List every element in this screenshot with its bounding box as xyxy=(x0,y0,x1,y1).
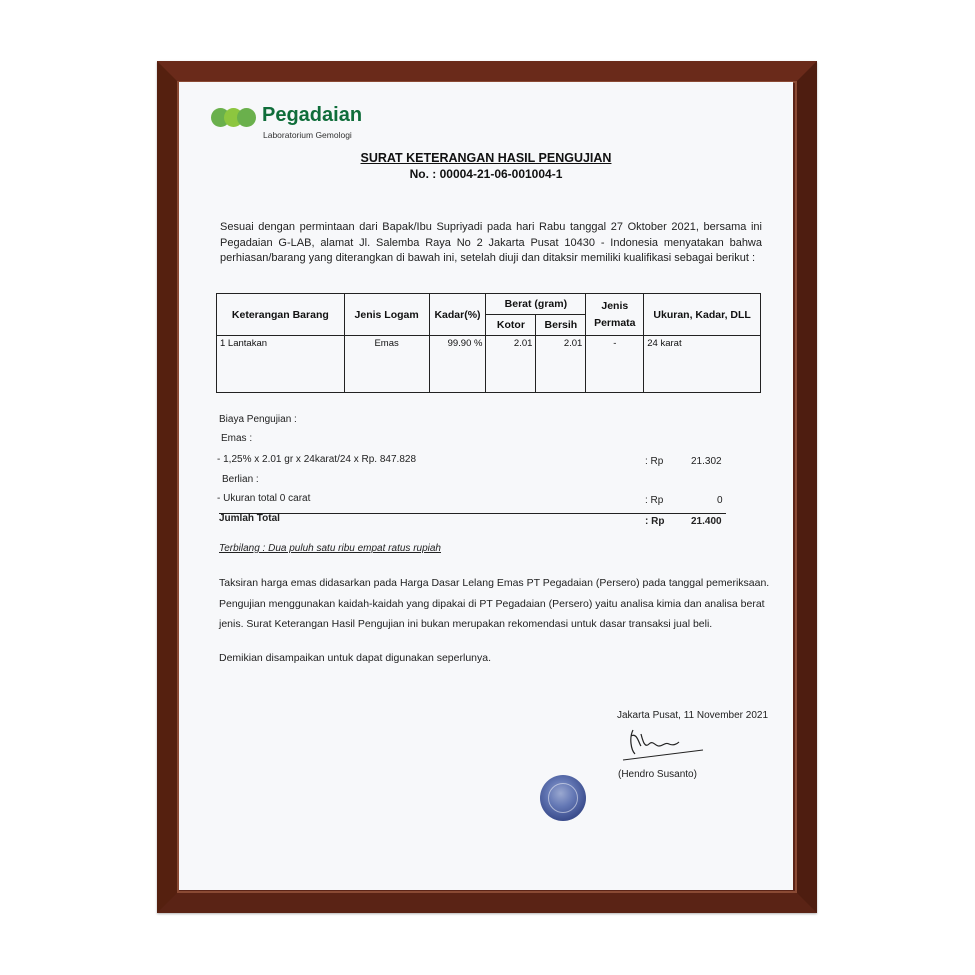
total-rp: : Rp xyxy=(645,516,665,527)
certificate-paper xyxy=(179,82,793,890)
logo-name: Pegadaian xyxy=(262,104,363,126)
logo-subtitle: Laboratorium Gemologi xyxy=(263,130,352,140)
note-line-2: Pengujian menggunakan kaidah-kaidah yang dipakai di PT Pegadaian (Persero) yaitu analisa kimia dan analisa berat xyxy=(219,598,765,610)
cell-kotor: 2.01 xyxy=(486,336,536,393)
document-number: No. : 00004-21-06-001004-1 xyxy=(409,167,563,181)
document-title: SURAT KETERANGAN HASIL PENGUJIAN xyxy=(360,151,612,165)
emas-amount: 21.302 xyxy=(691,456,722,467)
header-bersih: Bersih xyxy=(536,315,586,336)
cell-ukuran: 24 karat xyxy=(644,336,761,393)
emas-detail: - 1,25% x 2.01 gr x 24karat/24 x Rp. 847.828 xyxy=(217,454,417,465)
header-jenis-logam: Jenis Logam xyxy=(344,294,429,336)
logo-circles-icon xyxy=(211,108,259,128)
header-berat: Berat (gram) xyxy=(486,294,586,315)
header-jenis-permata-line2: Permata xyxy=(594,317,636,329)
signatory-name: (Hendro Susanto) xyxy=(618,769,697,780)
signature-icon xyxy=(619,724,709,764)
items-table xyxy=(216,293,761,393)
cell-jenis-logam: Emas xyxy=(344,336,429,393)
cell-keterangan: 1 Lantakan xyxy=(217,336,345,393)
total-amount: 21.400 xyxy=(691,516,722,527)
intro-paragraph: Sesuai dengan permintaan dari Bapak/Ibu Supriyadi pada hari Rabu tanggal 27 Oktober 2021, bersama ini Pegadaian G-LAB, alamat Jl. Salemba Raya No 2 Jakarta Pusat 10430 - Indonesia menyatakan bahwa perhiasan/barang yang diterangkan di bawah ini, setelah diuji dan ditaksir memiliki kualifikasi sebagai berikut : xyxy=(220,221,762,264)
cell-bersih: 2.01 xyxy=(536,336,586,393)
place-date: Jakarta Pusat, 11 November 2021 xyxy=(617,710,769,721)
berlian-detail: - Ukuran total 0 carat xyxy=(217,493,311,504)
cell-kadar: 99.90 % xyxy=(429,336,486,393)
total-divider xyxy=(219,513,726,514)
header-jenis-permata xyxy=(586,294,644,336)
header-ukuran: Ukuran, Kadar, DLL xyxy=(644,294,761,336)
closing-statement: Demikian disampaikan untuk dapat digunakan seperlunya. xyxy=(219,652,492,664)
cell-permata: - xyxy=(586,336,644,393)
official-seal-icon xyxy=(540,775,586,821)
note-line-1: Taksiran harga emas didasarkan pada Harga Dasar Lelang Emas PT Pegadaian (Persero) pada tanggal pemeriksaan. xyxy=(219,577,770,589)
emas-label: Emas : xyxy=(221,433,253,444)
emas-rp: : Rp xyxy=(645,456,664,467)
berlian-amount: 0 xyxy=(717,495,723,506)
berlian-rp: : Rp xyxy=(645,495,664,506)
cost-heading: Biaya Pengujian : xyxy=(219,414,297,425)
header-kadar: Kadar(%) xyxy=(429,294,486,336)
table-row xyxy=(217,336,761,393)
header-keterangan: Keterangan Barang xyxy=(217,294,345,336)
header-kotor: Kotor xyxy=(486,315,536,336)
note-line-3: jenis. Surat Keterangan Hasil Pengujian ini bukan merupakan rekomendasi untuk dasar transaksi jual beli. xyxy=(219,618,713,630)
total-label: Jumlah Total xyxy=(219,513,280,524)
header-jenis-permata-line1: Jenis xyxy=(601,300,629,312)
berlian-label: Berlian : xyxy=(222,474,259,485)
terbilang: Terbilang : Dua puluh satu ribu empat ratus rupiah xyxy=(219,543,441,554)
